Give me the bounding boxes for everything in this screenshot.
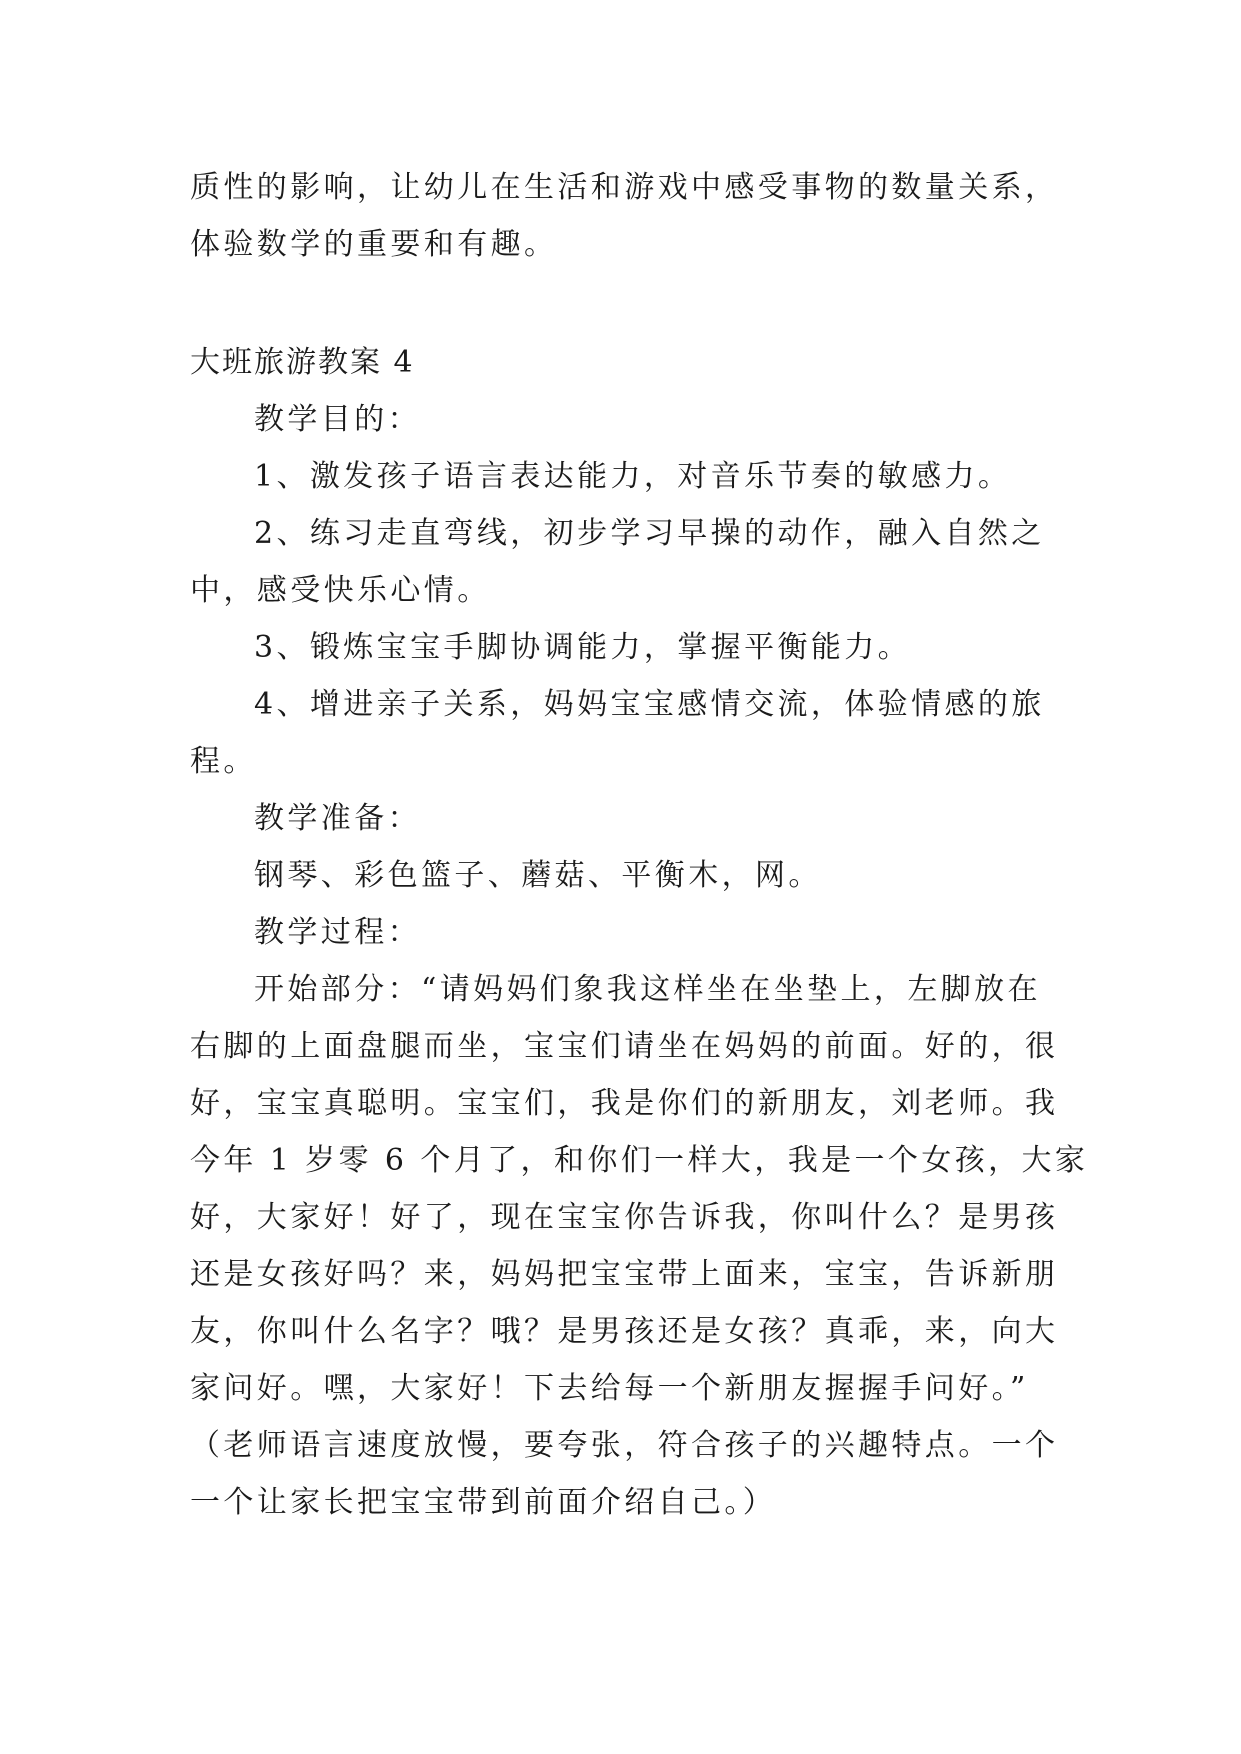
process-line-5: 好，大家好！好了，现在宝宝你告诉我，你叫什么？是男孩	[190, 1200, 1059, 1235]
objective-item-1: 1、激发孩子语言表达能力，对音乐节奏的敏感力。	[254, 459, 1012, 494]
process-heading: 教学过程：	[254, 915, 421, 950]
objective-item-4-line-1: 4、增进亲子关系，妈妈宝宝感情交流，体验情感的旅	[254, 687, 1045, 722]
process-line-1: 开始部分：“请妈妈们象我这样坐在坐垫上，左脚放在	[254, 972, 1041, 1007]
process-line-3: 好，宝宝真聪明。宝宝们，我是你们的新朋友，刘老师。我	[190, 1086, 1059, 1121]
section-title: 大班旅游教案 4	[190, 345, 415, 380]
process-line-8: 家问好。嘿，大家好！下去给每一个新朋友握握手问好。”	[190, 1371, 1029, 1406]
intro-line-1: 质性的影响，让幼儿在生活和游戏中感受事物的数量关系，	[190, 170, 1059, 205]
process-line-2: 右脚的上面盘腿而坐，宝宝们请坐在妈妈的前面。好的，很	[190, 1029, 1059, 1064]
intro-line-2: 体验数学的重要和有趣。	[190, 227, 558, 262]
process-line-7: 友，你叫什么名字？哦？是男孩还是女孩？真乖，来，向大	[190, 1314, 1059, 1349]
preparation-content: 钢琴、彩色篮子、蘑菇、平衡木，网。	[254, 858, 822, 893]
process-line-4: 今年 1 岁零 6 个月了，和你们一样大，我是一个女孩，大家	[190, 1143, 1089, 1178]
objective-item-4-line-2: 程。	[190, 744, 257, 779]
objective-item-2-line-1: 2、练习走直弯线，初步学习早操的动作，融入自然之	[254, 516, 1045, 551]
process-line-9: （老师语言速度放慢，要夸张，符合孩子的兴趣特点。一个	[190, 1428, 1059, 1463]
objective-item-3: 3、锻炼宝宝手脚协调能力，掌握平衡能力。	[254, 630, 912, 665]
process-line-10: 一个让家长把宝宝带到前面介绍自己。）	[190, 1485, 777, 1520]
process-line-6: 还是女孩好吗？来，妈妈把宝宝带上面来，宝宝，告诉新朋	[190, 1257, 1059, 1292]
objective-item-2-line-2: 中，感受快乐心情。	[190, 573, 491, 608]
objectives-heading: 教学目的：	[254, 402, 421, 437]
preparation-heading: 教学准备：	[254, 801, 421, 836]
